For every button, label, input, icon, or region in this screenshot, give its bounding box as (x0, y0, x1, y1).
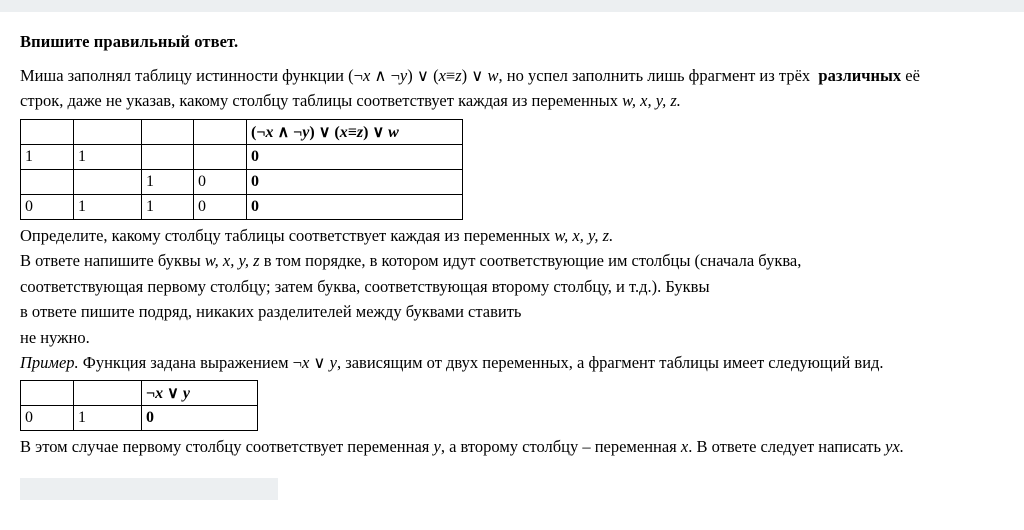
table-header-row (21, 119, 463, 144)
expr-part-4: ) ∨ (363, 123, 389, 141)
cell-r2c1 (21, 169, 74, 194)
cell-r3c1: 0 (21, 194, 74, 219)
table-row (21, 406, 258, 431)
cell-r2c3: 1 (142, 169, 194, 194)
example-cell-r1c1: 0 (21, 406, 74, 431)
conclusion-text-1: В этом случае первому столбцу соответствует переменная (20, 437, 430, 457)
expr-equiv: ≡ (347, 123, 357, 141)
header-cell-expression (247, 119, 463, 144)
statement-text-4: ) ∨ (461, 66, 488, 85)
expr-var-x: x (265, 123, 274, 141)
statement-text-1: Миша заполнял таблицу истинности функции (¬ (20, 66, 363, 85)
expr-part-3: ) ∨ ( (309, 123, 340, 141)
example-conclusion-paragraph (20, 435, 1004, 458)
problem-statement-paragraph-2 (20, 89, 1004, 112)
header-cell-4 (194, 119, 247, 144)
example-truth-table (20, 380, 258, 431)
cell-r1c2: 1 (74, 144, 142, 169)
example-paragraph (20, 351, 1004, 374)
example-text-3: , зависящим от двух переменных, а фрагмент таблицы имеет следующий вид. (336, 352, 884, 372)
expr-var-z: z (356, 123, 364, 141)
example-cell-r1c2: 1 (74, 406, 142, 431)
question-paragraph (20, 224, 1004, 247)
statement-text-7: строк, даже не указав, какому столбцу таблицы соответствует каждая из переменных (20, 91, 618, 111)
variable-list-3: w, x, y, z (204, 251, 260, 271)
cell-r1c3 (142, 144, 194, 169)
answer-instruction-paragraph-3: в ответе пишите подряд, никаких разделителей между буквами ставить (20, 302, 522, 322)
expr-part-2: ∧ ¬ (273, 123, 303, 141)
example-header-cell-2 (74, 381, 142, 406)
conclusion-var-x: x (680, 437, 689, 457)
header-cell-3 (142, 119, 194, 144)
answer-instruction-text-2: в том порядке, в котором идут соответствующие им столбцы (сначала буква, (263, 251, 802, 271)
answer-instruction-text-1: В ответе напишите буквы (20, 251, 201, 271)
header-cell-1 (21, 119, 74, 144)
expr-var-x2: x (339, 123, 348, 141)
variable-list-2: w, x, y, z. (554, 225, 614, 245)
example-expr-var-x: x (155, 385, 164, 403)
variable-list-1: w, x, y, z. (622, 91, 681, 111)
var-z: z (455, 66, 462, 85)
header-cell-2 (74, 119, 142, 144)
cell-r3c4: 0 (194, 194, 247, 219)
cell-r3c2: 1 (74, 194, 142, 219)
cell-r1c4 (194, 144, 247, 169)
example-cell-r1c3: 0 (142, 406, 258, 431)
statement-emphasis-different: различных (818, 66, 902, 85)
conclusion-var-y: y (433, 437, 441, 457)
example-expr-part-2: ∨ (163, 385, 183, 403)
problem-statement-paragraph (20, 64, 1004, 87)
table-row (21, 144, 463, 169)
cell-r2c5: 0 (247, 169, 463, 194)
example-var-y: y (329, 352, 337, 372)
cell-r1c1: 1 (21, 144, 74, 169)
cell-r3c3: 1 (142, 194, 194, 219)
var-w: w (487, 66, 499, 85)
answer-instruction-paragraph-2: соответствующая первому столбцу; затем буква, соответствующая второму столбцу, и т.д.). Буквы (20, 276, 710, 296)
var-x2: x (438, 66, 446, 85)
page-title: Впишите правильный ответ. (20, 32, 239, 51)
equiv-symbol: ≡ (445, 66, 456, 85)
cell-r3c5: 0 (247, 194, 463, 219)
cell-r2c2 (74, 169, 142, 194)
conclusion-answer: yx. (885, 437, 904, 457)
var-y: y (399, 66, 408, 85)
table-row (21, 169, 463, 194)
example-expr-var-y: y (182, 385, 190, 403)
expr-part-1: (¬ (251, 123, 266, 141)
question-text: Определите, какому столбцу таблицы соответствует каждая из переменных (20, 225, 551, 245)
example-var-x: x (301, 352, 310, 372)
expr-var-w: w (388, 123, 399, 141)
var-x: x (362, 66, 371, 85)
example-header-cell-1 (21, 381, 74, 406)
statement-text-6: её (905, 66, 920, 85)
example-expr-part-1: ¬ (146, 385, 156, 403)
cell-r1c5: 0 (247, 144, 463, 169)
answer-input-box[interactable] (20, 478, 278, 500)
example-table-header-row (21, 381, 258, 406)
answer-instruction-paragraph (20, 249, 1004, 272)
top-decorative-bar (0, 0, 1024, 12)
example-header-cell-expression (142, 381, 258, 406)
conclusion-text-3: . В ответе следует написать (688, 437, 882, 457)
statement-text-3: ) ∨ ( (407, 66, 439, 85)
cell-r2c4: 0 (194, 169, 247, 194)
answer-instruction-paragraph-4: не нужно. (20, 327, 90, 347)
example-text-1: Функция задана выражением ¬ (82, 352, 302, 372)
document-page (0, 12, 1024, 461)
expr-var-y: y (302, 123, 310, 141)
conclusion-text-2: , а второму столбцу – переменная (440, 437, 677, 457)
example-text-2: ∨ (309, 352, 330, 372)
example-label: Пример. (20, 352, 79, 372)
statement-text-5: , но успел заполнить лишь фрагмент из трёх (498, 66, 811, 85)
truth-table-fragment (20, 119, 463, 220)
statement-text-2: ∧ ¬ (370, 66, 400, 85)
table-row (21, 194, 463, 219)
